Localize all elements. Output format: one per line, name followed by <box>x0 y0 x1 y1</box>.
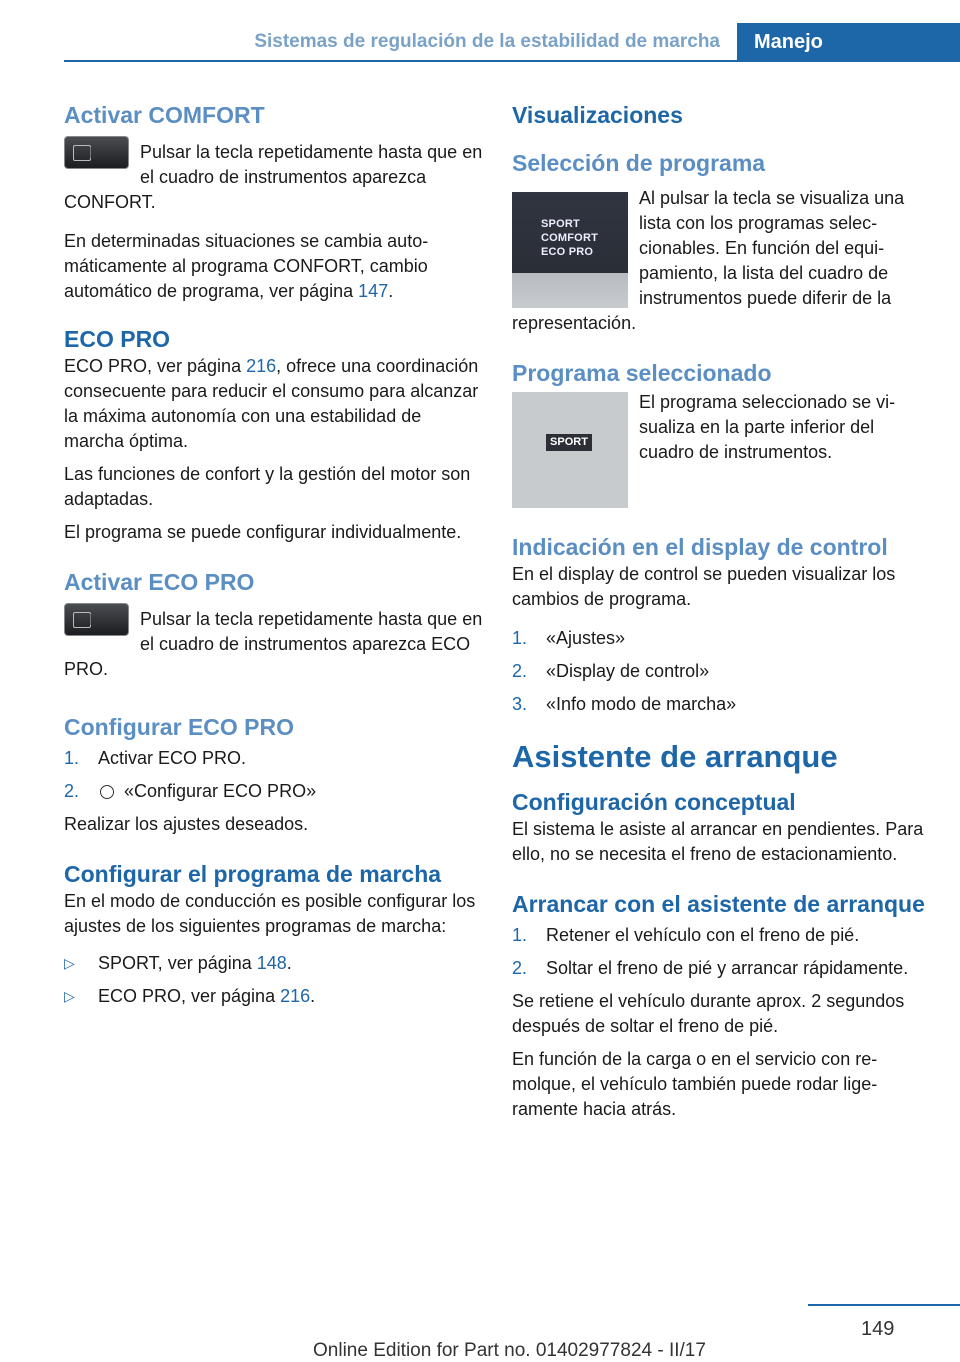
triangle-bullet-icon: ▷ <box>64 955 75 971</box>
arr-list <box>512 923 928 981</box>
program-list-screen <box>512 192 628 308</box>
list-item <box>512 659 928 684</box>
list-item <box>64 984 484 1009</box>
list-num: 1. <box>64 748 80 768</box>
list-text: ECO PRO, ver página <box>98 986 281 1006</box>
page-number: 149 <box>861 1318 895 1340</box>
gear-icon <box>100 785 114 799</box>
list-item <box>64 951 484 976</box>
list-end: . <box>310 986 316 1006</box>
list-num: 1. <box>512 628 528 648</box>
arr-text-2: En función de la carga o en el servicio con remolque, el vehículo también puede rodar ligeramente hacia atrás. <box>512 1049 878 1119</box>
list-text: Activar ECO PRO. <box>98 748 247 768</box>
left-column <box>64 100 484 1017</box>
arr-text-1: Se retiene el vehículo durante aprox. 2 segundos después de soltar el freno de pié. <box>512 991 905 1036</box>
eco-text-2: Las funciones de confort y la gestión del motor son adaptadas. <box>64 464 471 509</box>
conf-eco-text: Realizar los ajustes deseados. <box>64 814 309 834</box>
page-link-148[interactable]: 148 <box>256 953 287 973</box>
heading-activar-comfort: Activar COMFORT <box>64 102 265 128</box>
list-text: «Ajustes» <box>546 628 626 648</box>
selected-program-screen <box>512 392 628 508</box>
list-text: «Info modo de marcha» <box>546 694 737 714</box>
concept-text: El sistema le asiste al arrancar en pendientes. Para ello, no se necesita el freno de estacionamiento. <box>512 819 924 864</box>
ind-text: En el display de control se pueden visualizar los cambios de programa. <box>512 564 896 609</box>
ind-list <box>512 626 928 717</box>
list-item <box>64 779 484 804</box>
list-text: «Display de control» <box>546 661 710 681</box>
list-item <box>512 692 928 717</box>
list-text: SPORT, ver página <box>98 953 257 973</box>
screen-item-comfort: COMFORT <box>541 232 599 244</box>
heading-configurar-programa: Configurar el programa de marcha <box>64 861 442 887</box>
heading-arrancar-asistente: Arrancar con el asistente de arranque <box>512 891 925 917</box>
heading-visualizaciones: Visualizaciones <box>512 102 683 128</box>
header-title: Sistemas de regulación de la estabilidad de marcha <box>254 31 720 52</box>
conf-prog-list <box>64 951 484 1009</box>
list-item <box>512 626 928 651</box>
list-item <box>512 956 928 981</box>
heading-programa-seleccionado: Programa seleccionado <box>512 360 772 386</box>
heading-seleccion-programa: Selección de programa <box>512 150 766 176</box>
sel-text: Al pulsar la tecla se visualiza una lista con los programas seleccionables. En función del equipamiento, la lista del cuadro de instrumentos puede diferir de la representación. <box>512 188 905 333</box>
eco-text <box>64 354 484 454</box>
list-text: Retener el vehículo con el freno de pié. <box>546 925 860 945</box>
screen-item-sport: SPORT <box>541 218 580 230</box>
heading-configuracion-conceptual: Configuración conceptual <box>512 789 796 815</box>
heading-eco-pro: ECO PRO <box>64 326 171 352</box>
prog-text: El programa seleccionado se visualiza en la parte inferior del cuadro de instrumentos. <box>639 392 896 462</box>
mode-button-icon-2 <box>73 612 91 628</box>
footer-rule <box>808 1304 960 1306</box>
conf-eco-list <box>64 746 484 804</box>
act-eco-text: Pulsar la tecla repetidamente hasta que en el cuadro de instrumentos aparezca ECO PRO. <box>64 609 483 679</box>
list-num: 2. <box>512 661 528 681</box>
page-link-216[interactable]: 216 <box>280 986 311 1006</box>
button-image <box>64 136 129 169</box>
triangle-bullet-icon: ▷ <box>64 988 75 1004</box>
eco-text-a: ECO PRO, ver página <box>64 356 247 376</box>
comfort-text: Pulsar la tecla repetidamente hasta que en el cuadro de instrumentos aparezca CONFORT. <box>64 142 483 212</box>
list-num: 3. <box>512 694 528 714</box>
conf-prog-text: En el modo de conducción es posible configurar los ajustes de los siguientes programas de marcha: <box>64 891 476 936</box>
screen-item-eco-pro: ECO PRO <box>541 246 594 258</box>
heading-activar-eco-pro: Activar ECO PRO <box>64 569 255 595</box>
list-text: Soltar el freno de pié y arrancar rápidamente. <box>546 958 909 978</box>
comfort-auto-text-b: . <box>388 281 394 301</box>
comfort-auto-text <box>64 229 484 304</box>
screen-badge-sport: SPORT <box>546 434 592 451</box>
list-num: 2. <box>512 958 528 978</box>
button-image-2 <box>64 603 129 636</box>
list-item <box>64 746 484 771</box>
list-num: 2. <box>64 781 80 801</box>
eco-text-3: El programa se puede configurar individualmente. <box>64 522 462 542</box>
header-tab: Manejo <box>737 23 960 62</box>
list-num: 1. <box>512 925 528 945</box>
page-link-147[interactable]: 147 <box>358 281 389 301</box>
heading-indicacion-display: Indicación en el display de control <box>512 534 888 560</box>
eco-text-b: , ofrece una coordinación consecuente para reducir el consumo para alcanzar la máxima autonomía con una estabilidad de marcha óptima. <box>64 356 479 451</box>
list-end: . <box>286 953 292 973</box>
edition-text: Online Edition for Part no. 01402977824 - II/17 <box>313 1340 706 1361</box>
list-item <box>512 923 928 948</box>
heading-configurar-eco-pro: Configurar ECO PRO <box>64 714 295 740</box>
right-column <box>512 100 928 1122</box>
comfort-auto-text-a: En determinadas situaciones se cambia automáticamente al programa CONFORT, cambio automático de programa, ver página <box>64 231 429 301</box>
heading-asistente-arranque: Asistente de arranque <box>512 739 838 774</box>
mode-button-icon <box>73 145 91 161</box>
list-text: «Configurar ECO PRO» <box>124 781 317 801</box>
header-rule <box>64 60 960 62</box>
page-link-216[interactable]: 216 <box>246 356 277 376</box>
